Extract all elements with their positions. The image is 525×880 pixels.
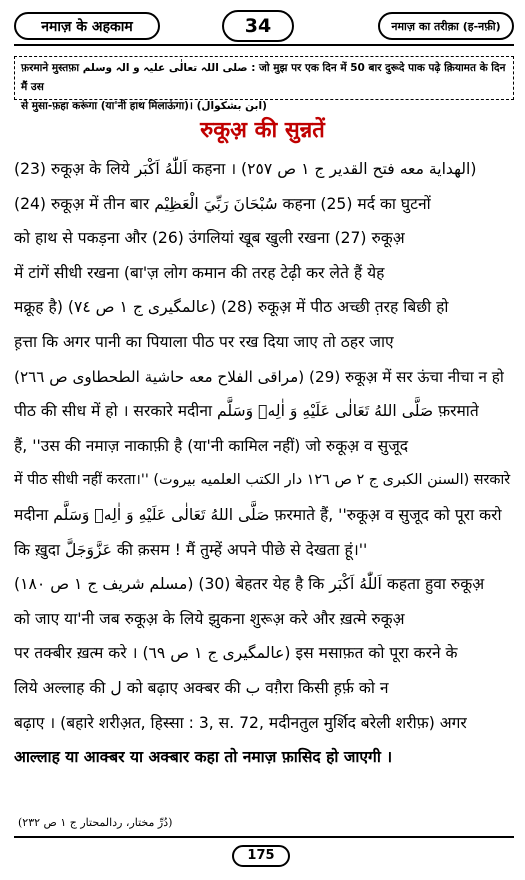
body-line: कि ख़ुदा عَزَّوَجَلَّ की क़सम ! मैं तुम्हें अपने पीछे से देखता हूं।'' xyxy=(14,540,368,559)
body-line: (24) रुकूअ़ में तीन बार سُبْحَانَ رَبِّيَ الْعَظِيْم कहना (25) मर्द का घुटनों xyxy=(14,194,431,213)
body-line: (مسلم شریف ج ١ ص ١٨٠) (30) बेहतर येह है कि اَللّٰهُ اَكْبَر कहता हुवा रुकूअ़ xyxy=(14,575,485,594)
header-divider xyxy=(14,44,514,46)
body-line: आल्लाह या आक्बर या अक्बार कहा तो नमाज़ फ़ासिद हो जाएगी । xyxy=(14,748,393,767)
body-line: हैं, ''उस की नमाज़ नाकाफ़ी है (या'नी कामिल नहीं) जो रुकूअ़ व सुजूद xyxy=(14,436,409,455)
notice-line-1: फ़रमाने मुस्तफ़ा صلی اللہ تعالٰی علیہ و الہ وسلم : जो मुझ पर एक दिन में 50 बार दुरूदे पाक पढ़े क़ियामत के दिन मैं उस xyxy=(21,62,506,93)
book-title-badge: नमाज़ के अहकाम xyxy=(14,12,160,40)
hadith-notice-box xyxy=(14,56,514,112)
body-text xyxy=(14,152,514,775)
section-title: रुकूअ़ की सुन्नतें xyxy=(200,118,325,143)
header-page-number: 34 xyxy=(222,10,294,42)
body-line: को हाथ से पकड़ना और (26) उंगलियां खूब खुली रखना (27) रुकूअ़ xyxy=(14,229,405,248)
chapter-title-badge: नमाज़ का तरीक़ा (ह-नफ़ी) xyxy=(378,12,514,40)
body-line: में पीठ सीधी नहीं करता।'' (السنن الکبری ج ٢ ص ١٢٦ دار الکتب العلمیه بیروت) सरकारे xyxy=(14,472,511,489)
body-line: पीठ की सीध में हो । सरकारे मदीना صَلَّى اللهُ تَعَالٰى عَلَيْهِ وَ اٰلِهٖ وَسَلَّم फ़रमाते xyxy=(14,402,479,421)
body-line: ह़त्ता कि अगर पानी का पियाला पीठ पर रख दिया जाए तो ठहर जाए xyxy=(14,332,394,351)
body-line: लिये अल्लाह की ل को बढ़ाए अक्बर की ب वग़ैरा किसी ह़र्फ़ को न xyxy=(14,678,389,697)
footer-divider xyxy=(14,836,514,838)
footnote-citation: (دُرِّ مختار، ردالمحتار ج ١ ص ٢٣٢) xyxy=(18,816,173,829)
body-line: मदीना صَلَّى اللهُ تَعَالٰى عَلَيْهِ وَ اٰلِهٖ وَسَلَّم फ़रमाते हैं, ''रुकूअ़ व सुजूद को पूरा करो xyxy=(14,505,502,524)
body-line: पर तक्बीर ख़त्म करे । (عالمگیری ج ١ ص ٦٩) इस मसाफ़त को पूरा करने के xyxy=(14,644,458,663)
body-line: बढ़ाए । (बहारे शरीअ़त, हिस्सा : 3, स. 72, मदीनतुल मुर्शिद बरेली शरीफ़) अगर xyxy=(14,713,467,732)
body-line: को जाए या'नी जब रुकूअ़ के लिये झुकना शुरूअ़ करे और ख़त्मे रुकूअ़ xyxy=(14,609,405,628)
body-line: (23) रुकूअ़ के लिये اَللّٰهُ اَكْبَر कहना । (الهداية معه فتح القدير ج ١ ص ٢٥٧) xyxy=(14,160,477,178)
running-header xyxy=(0,8,525,48)
body-line: (مراقی الفلاح معه حاشیة الطحطاوی ص ٢٦٦) (29) रुकूअ़ में सर ऊंचा नीचा न हो xyxy=(14,367,504,386)
notice-line-2: से मुसा-फ़हा करूंगा (या'नी हाथ मिलाऊंगा)। (ابن بشکوال) xyxy=(21,100,267,112)
body-line: मक्रूह है) (عالمگیری ج ١ ص ٧٤) (28) रुकूअ़ में पीठ अच्छी त़रह बिछी हो xyxy=(14,298,449,317)
body-line: में टांगें सीधी रखना (बा'ज़ लोग कमान की तरह टेढ़ी कर लेते हैं येह xyxy=(14,263,385,282)
footer-page-number: 175 xyxy=(232,845,290,867)
